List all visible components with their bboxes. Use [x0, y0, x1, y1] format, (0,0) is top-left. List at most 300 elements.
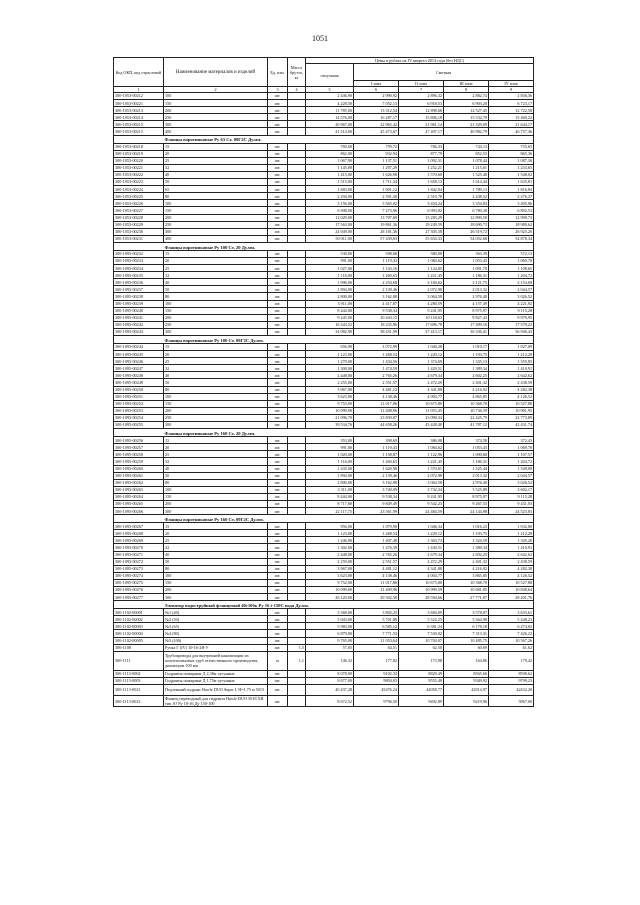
price-fob: 1 123,00 [306, 530, 354, 537]
price-zone-1: 1 901,12 [354, 186, 399, 193]
price-fob: 34 082,90 [306, 328, 354, 335]
price-zone-3: 17 499,16 [444, 321, 489, 328]
price-zone-3: 7 313,31 [444, 630, 489, 637]
item-mass [288, 293, 306, 300]
item-unit: шт. [268, 565, 288, 572]
item-code: 300-1095-00258 [114, 451, 164, 458]
item-unit: шт. [268, 407, 288, 414]
item-unit: шт. [268, 300, 288, 307]
price-zone-2: 2 679,34 [399, 372, 444, 379]
item-mass [288, 537, 306, 544]
price-fob: 5 043,00 [306, 616, 354, 623]
price-zone-2: 1 046,34 [399, 523, 444, 530]
table-row [114, 143, 534, 150]
price-zone-3: 10 368,70 [444, 579, 489, 586]
price-zone-4: 3 602,17 [489, 486, 534, 493]
price-zone-2: 24 484,59 [399, 508, 444, 515]
item-unit: шт. [268, 257, 288, 264]
price-fob: 1 270,00 [306, 358, 354, 365]
item-code: 300-1095-00232 [114, 250, 164, 257]
item-code: 300-1095-00274 [114, 572, 164, 579]
price-zone-4: 1 355,85 [489, 358, 534, 365]
price-zone-2: 44058,77 [399, 684, 444, 695]
price-zone-1: 4 138,46 [354, 393, 399, 400]
price-fob: 3 967,00 [306, 386, 354, 393]
item-unit: шт. [268, 579, 288, 586]
item-code: 300-1095-00243 [114, 328, 164, 335]
price-zone-1: 2 551,57 [354, 558, 399, 565]
item-mass [288, 500, 306, 507]
price-zone-1: 1 260,63 [354, 458, 399, 465]
price-zone-3: 10 368,70 [444, 400, 489, 407]
price-fob: 3 368,00 [306, 609, 354, 616]
price-zone-2: 23 090,34 [399, 414, 444, 421]
item-mass [288, 472, 306, 479]
item-name: 50 [164, 286, 268, 293]
item-unit: шт. [268, 372, 288, 379]
table-row [114, 186, 534, 193]
item-name: 150 [164, 400, 268, 407]
price-zone-4: 1 548,02 [489, 171, 534, 178]
price-zone-3: 60,69 [444, 644, 489, 651]
item-name: Подземный гидрант Hawle DUO Super L H=1,75 м 5015 [164, 684, 268, 695]
price-zone-1: 932,94 [354, 150, 399, 157]
price-zone-1: 2 254,68 [354, 279, 399, 286]
column-index: 8 [444, 87, 489, 93]
column-index: 9 [489, 87, 534, 93]
price-fob: 2 800,00 [306, 479, 354, 486]
item-name: 100 [164, 572, 268, 579]
price-zone-3: 1 389,34 [444, 544, 489, 551]
item-name: 25 [164, 537, 268, 544]
price-fob: 1 894,00 [306, 286, 354, 293]
item-mass [288, 228, 306, 235]
price-zone-3: 1 525,44 [444, 465, 489, 472]
item-code: 300-1053-00231 [114, 235, 164, 242]
price-zone-3: 563,39 [444, 250, 489, 257]
item-code: 300-1053-00221 [114, 100, 164, 107]
item-mass [288, 486, 306, 493]
item-mass [288, 351, 306, 358]
price-zone-4: 1 410,91 [489, 365, 534, 372]
price-zone-3: 10 681,85 [444, 587, 489, 594]
price-zone-1: 11 017,86 [354, 400, 399, 407]
table-row [114, 293, 534, 300]
item-code: 300-1095-00249 [114, 379, 164, 386]
price-zone-2: 3 064,58 [399, 479, 444, 486]
item-code: 300-1053-00223 [114, 179, 164, 186]
price-zone-3: 2 121,75 [444, 279, 489, 286]
item-code: 300-1095-00272 [114, 558, 164, 565]
column-index: 6 [354, 87, 399, 93]
price-zone-3: 6 780,28 [444, 207, 489, 214]
price-fob: 1 067,90 [306, 157, 354, 164]
item-unit: шт. [268, 523, 288, 530]
price-zone-4: 3 026,52 [489, 293, 534, 300]
item-code: 300-1053-00219 [114, 150, 164, 157]
item-name: 200 [164, 587, 268, 594]
price-zone-2: 6 381,24 [399, 623, 444, 630]
item-mass [288, 328, 306, 335]
table-row [114, 684, 534, 695]
price-zone-2: 4 341,88 [399, 565, 444, 572]
item-unit: шт. [268, 386, 288, 393]
price-zone-3: 1 078,44 [444, 157, 489, 164]
item-mass [288, 286, 306, 293]
table-row [114, 422, 534, 429]
price-zone-4: 4 221,92 [489, 300, 534, 307]
header-code: Код ОКП, код отраслевой [114, 58, 164, 87]
item-code: 300-1095-00275 [114, 579, 164, 586]
table-row [114, 157, 534, 164]
item-unit: шт. [268, 150, 288, 157]
price-zone-2: 55 654,33 [399, 235, 444, 242]
item-unit: шт. [268, 530, 288, 537]
item-code: 300-1095-00245 [114, 351, 164, 358]
price-zone-2: 19 249,59 [399, 221, 444, 228]
table-row [114, 393, 534, 400]
price-zone-2: 1 221,45 [399, 458, 444, 465]
item-unit: шт. [268, 544, 288, 551]
item-name: 25 [164, 157, 268, 164]
table-row [114, 677, 534, 684]
price-zone-3: 1 010,17 [444, 344, 489, 351]
item-name: 50 [164, 558, 268, 565]
price-zone-2: 15 806,18 [399, 114, 444, 121]
price-zone-3: 1 335,13 [444, 358, 489, 365]
price-zone-1: 1 158,87 [354, 451, 399, 458]
item-name: 300 [164, 594, 268, 601]
price-fob: 760,00 [306, 143, 354, 150]
table-row [114, 379, 534, 386]
section-title: Фланцы воротниковые Ру 100 Ст. 09Г2С Ду.мм. [164, 336, 534, 344]
item-unit: шт. [268, 344, 288, 351]
price-zone-2: 12 898,68 [399, 107, 444, 114]
price-zone-1: 7 273,96 [354, 207, 399, 214]
price-zone-1: 2 765,26 [354, 372, 399, 379]
item-code: 300-1095-00253 [114, 407, 164, 414]
item-unit: шт. [268, 594, 288, 601]
item-unit: шт. [268, 214, 288, 221]
price-zone-4: 3 633,61 [489, 609, 534, 616]
price-zone-1: 9804,03 [354, 677, 399, 684]
price-zone-2: 13 283,29 [399, 214, 444, 221]
price-fob: 2 255,00 [306, 379, 354, 386]
item-name: 32 [164, 365, 268, 372]
price-zone-1: 11 053,64 [354, 637, 399, 644]
item-unit: шт. [268, 472, 288, 479]
item-code: 300-1095-00234 [114, 265, 164, 272]
price-fob: 1 116,00 [306, 458, 354, 465]
item-code: 300-1053-00215 [114, 121, 164, 128]
price-zone-2: 9555,48 [399, 677, 444, 684]
price-zone-3: 21 329,09 [444, 121, 489, 128]
price-fob: 1 027,00 [306, 265, 354, 272]
table-row [114, 321, 534, 328]
price-zone-1: 64,51 [354, 644, 399, 651]
price-zone-1: 1 434,56 [354, 358, 399, 365]
price-zone-3: 27 771,97 [444, 594, 489, 601]
price-zone-3: 1 053,43 [444, 444, 489, 451]
price-zone-2: 2 472,29 [399, 379, 444, 386]
item-mass [288, 451, 306, 458]
price-zone-4: 28 201,76 [489, 594, 534, 601]
item-unit: шт. [268, 186, 288, 193]
item-unit: шт. [268, 164, 288, 171]
item-name: 400 [164, 128, 268, 135]
price-fob: 8 677,00 [306, 677, 354, 684]
price-zone-1: 1 476,39 [354, 544, 399, 551]
item-mass [288, 257, 306, 264]
table-row [114, 472, 534, 479]
item-mass [288, 279, 306, 286]
table-row [114, 351, 534, 358]
section-spacer [114, 135, 164, 143]
item-mass [288, 479, 306, 486]
item-code: 300-1053-00214 [114, 114, 164, 121]
price-zone-1: 10 443,15 [354, 314, 399, 321]
price-zone-4: 1 107,57 [489, 451, 534, 458]
price-fob: 2 800,00 [306, 293, 354, 300]
price-zone-1: 1 119,43 [354, 444, 399, 451]
price-zone-1: 9 538,34 [354, 307, 399, 314]
price-zone-2: 17 696,78 [399, 321, 444, 328]
item-name: Гидранты пожарные Д 2,38м чугунные [164, 670, 268, 677]
table-row [114, 200, 534, 207]
item-mass [288, 114, 306, 121]
section-title-row [114, 429, 534, 437]
table-row [114, 637, 534, 644]
item-unit: шт. [268, 422, 288, 429]
price-zone-2: 4 280,59 [399, 300, 444, 307]
table-row [114, 179, 534, 186]
item-name: 20 [164, 530, 268, 537]
price-zone-1: 2 139,46 [354, 286, 399, 293]
item-mass [288, 579, 306, 586]
item-name: 400 [164, 235, 268, 242]
section-title: Фланцы воротниковые Ру 100 Ст. 20 Ду.мм. [164, 242, 534, 250]
price-zone-2: 11 053,45 [399, 407, 444, 414]
item-mass [288, 321, 306, 328]
item-code: 300-1095-00233 [114, 257, 164, 264]
price-zone-3: 2 602,25 [444, 551, 489, 558]
price-zone-1: 1 079,90 [354, 523, 399, 530]
table-row [114, 670, 534, 677]
table-row [114, 272, 534, 279]
price-fob: 991,00 [306, 257, 354, 264]
price-zone-1: 3 162,88 [354, 293, 399, 300]
price-zone-1: 1 260,63 [354, 272, 399, 279]
item-mass [288, 544, 306, 551]
price-fob: 6 908,00 [306, 207, 354, 214]
item-name: 40 [164, 465, 268, 472]
price-zone-2: 3 684,09 [399, 609, 444, 616]
price-zone-2: 4 004,77 [399, 572, 444, 579]
price-fob: 9 753,00 [306, 400, 354, 407]
table-row [114, 128, 534, 135]
item-code: 300-1095-00254 [114, 414, 164, 421]
item-mass [288, 344, 306, 351]
price-fob: 9 245,00 [306, 314, 354, 321]
item-unit: шт. [268, 143, 288, 150]
item-mass [288, 530, 306, 537]
price-zone-4: 6 892,53 [489, 207, 534, 214]
item-code: 300-1095-00238 [114, 293, 164, 300]
price-zone-2: 9492,89 [399, 695, 444, 706]
item-unit: шт. [268, 179, 288, 186]
item-name: 150 [164, 100, 268, 107]
table-row [114, 530, 534, 537]
price-zone-1: 2 990,92 [354, 93, 399, 100]
price-zone-2: 1 658,13 [399, 179, 444, 186]
table-row [114, 544, 534, 551]
price-zone-3: 6 178,18 [444, 623, 489, 630]
item-unit: шт. [268, 670, 288, 677]
price-zone-4: 8598,62 [489, 670, 534, 677]
price-zone-1: 38 431,99 [354, 328, 399, 335]
price-zone-4: 9 115,28 [489, 307, 534, 314]
item-unit: шт. [268, 328, 288, 335]
price-zone-1: 759,72 [354, 143, 399, 150]
price-zone-4: 1 233,65 [489, 164, 534, 171]
price-zone-2: 10 999,59 [399, 587, 444, 594]
price-zone-3: 6 903,20 [444, 100, 489, 107]
item-code: 300-1113-0002 [114, 670, 164, 677]
item-name: 200 [164, 407, 268, 414]
price-zone-2: 62,50 [399, 644, 444, 651]
price-fob: 2 448,00 [306, 372, 354, 379]
item-unit: шт. [268, 321, 288, 328]
item-name: 50 [164, 379, 268, 386]
price-zone-4: 12 722,58 [489, 107, 534, 114]
table-row [114, 100, 534, 107]
price-zone-1: 11 409,96 [354, 587, 399, 594]
item-code: 300-1095-00241 [114, 314, 164, 321]
page-number: 1051 [312, 34, 328, 43]
item-mass [288, 393, 306, 400]
price-fob: 1 683,00 [306, 186, 354, 193]
item-name: 200 [164, 214, 268, 221]
item-unit: шт. [268, 572, 288, 579]
price-zone-2: 1 124,05 [399, 265, 444, 272]
price-zone-3: 744,13 [444, 143, 489, 150]
price-fob: 8 672,52 [306, 695, 354, 706]
item-code: 300-1095-00242 [114, 321, 164, 328]
price-fob: 1 116,00 [306, 272, 354, 279]
price-zone-2: 2 896,32 [399, 93, 444, 100]
price-zone-3: 8565,66 [444, 670, 489, 677]
item-mass [288, 386, 306, 393]
table-row [114, 365, 534, 372]
price-zone-1: 45476,24 [354, 684, 399, 695]
table-row [114, 400, 534, 407]
item-unit: шт. [268, 465, 288, 472]
price-zone-1: 1 119,43 [354, 257, 399, 264]
price-zone-3: 1 193,75 [444, 530, 489, 537]
header-zone: I зона [354, 81, 399, 87]
price-fob: 3 967,00 [306, 565, 354, 572]
item-unit: шт. [268, 437, 288, 444]
price-fob: 3 311,00 [306, 486, 354, 493]
price-zone-4: 61,62 [489, 644, 534, 651]
price-zone-2: 5 522,25 [399, 616, 444, 623]
item-code: 300-1095-00247 [114, 365, 164, 372]
price-zone-1: 1 137,51 [354, 157, 399, 164]
table-row [114, 114, 534, 121]
price-zone-2: 8829,49 [399, 670, 444, 677]
item-code: 300-1095-00246 [114, 358, 164, 365]
table-row [114, 572, 534, 579]
price-zone-3: 46 982,79 [444, 128, 489, 135]
price-zone-4: 1 345,26 [489, 537, 534, 544]
price-fob: 9 752,00 [306, 579, 354, 586]
table-row [114, 300, 534, 307]
price-zone-3: 2 976,40 [444, 293, 489, 300]
table-row [114, 307, 534, 314]
price-zone-1: 1 143,16 [354, 265, 399, 272]
item-unit: шт. [268, 630, 288, 637]
item-name: 15 [164, 437, 268, 444]
item-unit: шт. [268, 486, 288, 493]
price-zone-1: 2 591,30 [354, 193, 399, 200]
item-mass [288, 193, 306, 200]
price-zone-3: 36 336,41 [444, 328, 489, 335]
price-zone-4: 10 848,64 [489, 587, 534, 594]
item-code: 300-1095-00239 [114, 300, 164, 307]
price-zone-4: 3 026,52 [489, 479, 534, 486]
item-code: 300-1095-00270 [114, 544, 164, 551]
price-zone-2: 173,98 [399, 651, 444, 670]
item-mass [288, 493, 306, 500]
item-unit: шт. [268, 286, 288, 293]
price-zone-1: 1 072,99 [354, 344, 399, 351]
item-code: 300-1102-00001 [114, 609, 164, 616]
item-name: 25 [164, 451, 268, 458]
item-name: 32 [164, 458, 268, 465]
price-zone-1: 23 561,99 [354, 508, 399, 515]
price-zone-2: 1 040,28 [399, 344, 444, 351]
item-name: 250 [164, 321, 268, 328]
price-fob: 8 444,00 [306, 493, 354, 500]
table-row [114, 609, 534, 616]
item-unit: шт. [268, 379, 288, 386]
item-unit: м [268, 651, 288, 670]
item-mass [288, 214, 306, 221]
price-zone-1: 9102,33 [354, 670, 399, 677]
price-zone-3: 12 527,45 [444, 107, 489, 114]
item-mass [288, 565, 306, 572]
item-code: 300-1095-00261 [114, 472, 164, 479]
table-row [114, 235, 534, 242]
item-name: №2 (50) [164, 616, 268, 623]
price-fob: 10 099,00 [306, 587, 354, 594]
item-unit: шт. [268, 221, 288, 228]
item-code: 300-1053-00221 [114, 164, 164, 171]
price-zone-4: 865,36 [489, 150, 534, 157]
column-index: 5 [306, 87, 354, 93]
price-zone-1: 2 551,57 [354, 379, 399, 386]
price-zone-2: 580,08 [399, 250, 444, 257]
item-mass [288, 121, 306, 128]
price-zone-2: 1 221,45 [399, 272, 444, 279]
item-code: 300-1095-00252 [114, 400, 164, 407]
item-code: 300-1095-00277 [114, 594, 164, 601]
item-code: 300-1053-00215 [114, 128, 164, 135]
item-code: 300-1053-00212 [114, 93, 164, 100]
price-table [113, 57, 534, 707]
price-zone-4: 1 069,78 [489, 444, 534, 451]
price-zone-3: 1 186,31 [444, 272, 489, 279]
